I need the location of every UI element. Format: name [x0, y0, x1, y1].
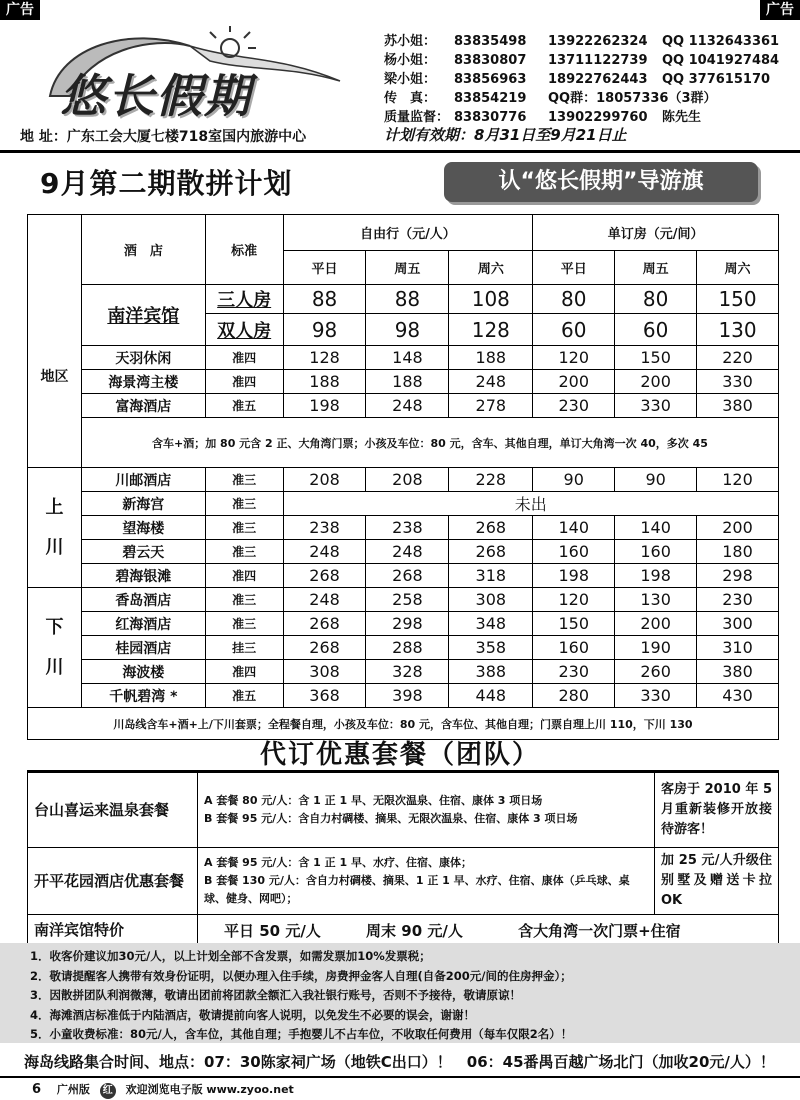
- header-day: 周五: [615, 251, 697, 285]
- package-option-a: A 套餐 95 元/人：含 1 正 1 早、水疗、住宿、康体；: [204, 856, 472, 869]
- package-table: [27, 770, 779, 946]
- price-cell: 268: [283, 636, 366, 660]
- region-label-shangchuan: [28, 468, 82, 588]
- page-number: 6: [32, 1082, 42, 1097]
- hotel-name: 新海宫: [81, 492, 205, 516]
- price-cell: 238: [283, 516, 366, 540]
- price-cell: 268: [449, 516, 533, 540]
- price-cell: 188: [283, 370, 366, 394]
- footer: [0, 1080, 800, 1100]
- price-cell: 268: [283, 612, 366, 636]
- hotel-standard: 准三: [205, 516, 283, 540]
- contact-extra: QQ 377615170: [662, 72, 771, 87]
- price-cell: 108: [449, 285, 533, 314]
- price-cell: 200: [615, 370, 697, 394]
- price-cell: 120: [533, 346, 615, 370]
- header-day: 周六: [449, 251, 533, 285]
- hotel-standard: 准五: [205, 394, 283, 418]
- price-includes: 含大角湾一次门票+住宿: [518, 921, 681, 940]
- hotel-standard: 准三: [205, 588, 283, 612]
- price-cell: 260: [615, 660, 697, 684]
- price-cell: 128: [283, 346, 366, 370]
- price-cell: 358: [449, 636, 533, 660]
- price-cell: 188: [449, 346, 533, 370]
- contact-list: [384, 32, 779, 127]
- package-side-note: 加 25 元/人升级住别墅及赠送卡拉 OK: [655, 848, 779, 915]
- hotel-name: 桂园酒店: [81, 636, 205, 660]
- price-cell: 180: [697, 540, 779, 564]
- price-cell: 268: [283, 564, 366, 588]
- price-cell: 248: [283, 540, 366, 564]
- contact-mobile[interactable]: 13922262324: [548, 34, 648, 49]
- price-cell: 238: [366, 516, 449, 540]
- flag-banner: 认“悠长假期”导游旗: [444, 162, 758, 202]
- region-note: 含车+酒；加 80 元含 2 正、大角湾门票；小孩及车位：80 元，含车、其他自理，单订大角湾一次 40，多次 45: [81, 418, 778, 468]
- price-cell: 60: [533, 314, 615, 346]
- notes-box: [0, 943, 800, 1043]
- price-cell: 278: [449, 394, 533, 418]
- region-label-xiachuan: [28, 588, 82, 708]
- package-detail: [198, 848, 655, 915]
- price-cell: 330: [697, 370, 779, 394]
- header-standard: 标准: [205, 215, 283, 285]
- ad-tag-left: 广告: [0, 0, 40, 20]
- hotel-standard: 准三: [205, 468, 283, 492]
- contact-mobile: QQ群：18057336（3群）: [548, 91, 717, 106]
- price-cell: 190: [615, 636, 697, 660]
- header-day: 周五: [366, 251, 449, 285]
- price-cell: 330: [615, 394, 697, 418]
- divider: [0, 150, 800, 153]
- price-cell: 248: [366, 540, 449, 564]
- price-cell: 198: [533, 564, 615, 588]
- price-cell: 248: [283, 588, 366, 612]
- price-cell: 200: [533, 370, 615, 394]
- note-item: 3．因散拼团队利润微薄，敬请出团前将团款全额汇入我社银行账号，否则不予接待，敬请原谅！: [30, 988, 521, 1002]
- contact-extra: QQ 1041927484: [662, 53, 780, 68]
- price-cell: 298: [697, 564, 779, 588]
- price-cell: 328: [366, 660, 449, 684]
- hotel-name: 海波楼: [81, 660, 205, 684]
- contact-extra: QQ 1132643361: [662, 34, 780, 49]
- edition-badge-icon: 红: [100, 1083, 116, 1099]
- price-cell: 220: [697, 346, 779, 370]
- hotel-standard: 准四: [205, 370, 283, 394]
- price-cell: 88: [283, 285, 366, 314]
- hotel-standard: 准五: [205, 684, 283, 708]
- price-cell: 188: [366, 370, 449, 394]
- note-item: 4．海滩酒店标准低于内陆酒店，敬请提前向客人说明，以免发生不必要的误会，谢谢！: [30, 1007, 475, 1022]
- contact-row: [384, 89, 779, 108]
- price-cell: 120: [533, 588, 615, 612]
- price-cell: 98: [283, 314, 366, 346]
- price-cell: 298: [366, 612, 449, 636]
- price-cell: 198: [615, 564, 697, 588]
- logo-text: 悠长假期: [60, 69, 252, 123]
- price-cell: 130: [615, 588, 697, 612]
- price-cell: 160: [533, 540, 615, 564]
- contact-name: 苏小姐：: [384, 34, 437, 49]
- price-cell: 160: [533, 636, 615, 660]
- price-cell: 248: [366, 394, 449, 418]
- hotel-name: 川邮酒店: [81, 468, 205, 492]
- price-weekday: 平日 50 元/人: [224, 921, 321, 940]
- hotel-standard: 挂三: [205, 636, 283, 660]
- price-cell: 150: [697, 285, 779, 314]
- ad-tag-right: 广告: [760, 0, 800, 20]
- header-hotel: 酒 店: [81, 215, 205, 285]
- note-item: 2．敬请提醒客人携带有效身份证明，以便办理入住手续，房费押金客人自理(自备200元/间的住房押金）；: [30, 968, 572, 983]
- hotel-standard: 准三: [205, 492, 283, 516]
- price-cell: 368: [283, 684, 366, 708]
- price-cell: 308: [449, 588, 533, 612]
- contact-phone[interactable]: 83830776: [454, 110, 527, 125]
- price-cell: 200: [697, 516, 779, 540]
- hotel-name: 香岛酒店: [81, 588, 205, 612]
- contact-mobile[interactable]: 13711122739: [548, 53, 648, 68]
- price-cell: 430: [697, 684, 779, 708]
- price-cell: 130: [697, 314, 779, 346]
- contact-name: 梁小姐：: [384, 72, 437, 87]
- price-cell: 198: [283, 394, 366, 418]
- price-cell: 80: [533, 285, 615, 314]
- package-name: 开平花园酒店优惠套餐: [28, 848, 198, 915]
- price-cell: 80: [615, 285, 697, 314]
- region-label: 地区: [28, 285, 82, 468]
- meeting-info: 海岛线路集合时间、地点：07：30陈家祠广场（地铁C出口）！ 06：45番禺百越广场北门（加收20元/人）！: [0, 1048, 800, 1078]
- header: [0, 22, 800, 148]
- price-cell: 150: [615, 346, 697, 370]
- contact-name: 杨小姐：: [384, 53, 437, 68]
- price-cell: 300: [697, 612, 779, 636]
- package-name: 南洋宾馆特价: [28, 915, 198, 946]
- price-cell: 308: [283, 660, 366, 684]
- price-cell: 228: [449, 468, 533, 492]
- region-label-bottom: 川: [45, 656, 64, 678]
- header-group-free: 自由行（元/人）: [283, 215, 533, 251]
- price-cell: 230: [533, 660, 615, 684]
- validity-period: 计划有效期：8月31日至9月21日止: [384, 126, 627, 144]
- note-item: 5．小童收费标准：80元/人，含车位，其他自理；手抱婴儿不占车位，不收取任何费用（每车仅限2名）！: [30, 1027, 573, 1041]
- contact-extra: 陈先生: [662, 110, 702, 125]
- hotel-name: 南洋宾馆: [81, 285, 205, 346]
- hotel-name: 千帆碧湾 *: [81, 684, 205, 708]
- price-cell: 60: [615, 314, 697, 346]
- region-label-bottom: 川: [45, 536, 64, 558]
- contact-phone[interactable]: 83856963: [454, 72, 527, 87]
- hotel-name: 碧海银滩: [81, 564, 205, 588]
- contact-name: 质量监督：: [384, 110, 450, 125]
- package-side-note: 客房于 2010 年 5 月重新装修开放接待游客！: [655, 772, 779, 848]
- contact-mobile[interactable]: 18922762443: [548, 72, 648, 87]
- price-cell: 280: [533, 684, 615, 708]
- hotel-standard: 准四: [205, 346, 283, 370]
- region-label-top: 上: [45, 496, 64, 518]
- price-cell: 150: [533, 612, 615, 636]
- price-cell: 90: [615, 468, 697, 492]
- price-cell: 398: [366, 684, 449, 708]
- price-cell: 380: [697, 660, 779, 684]
- header-day: 平日: [283, 251, 366, 285]
- price-cell: 200: [615, 612, 697, 636]
- header-day: 周六: [697, 251, 779, 285]
- page-title: 9月第二期散拼计划: [40, 167, 293, 200]
- special-price: [198, 915, 779, 946]
- price-cell: 230: [697, 588, 779, 612]
- price-weekend: 周末 90 元/人: [366, 921, 463, 940]
- price-cell: 268: [366, 564, 449, 588]
- contact-row: [384, 70, 779, 89]
- contact-phone[interactable]: 83830807: [454, 53, 527, 68]
- contact-phone[interactable]: 83854219: [454, 91, 527, 106]
- price-cell: 380: [697, 394, 779, 418]
- price-cell: 90: [533, 468, 615, 492]
- hotel-name: 红海酒店: [81, 612, 205, 636]
- price-cell: 258: [366, 588, 449, 612]
- price-cell: 230: [533, 394, 615, 418]
- package-option-b: B 套餐 95 元/人：含自力村碉楼、摘果、无限次温泉、住宿、康体 3 项日场: [204, 812, 578, 825]
- price-cell: 388: [449, 660, 533, 684]
- hotel-name: 海景湾主楼: [81, 370, 205, 394]
- contact-name: 传 真：: [384, 91, 437, 106]
- price-cell: 160: [615, 540, 697, 564]
- price-cell: 288: [366, 636, 449, 660]
- note-item: 1．收客价建议加30元/人，以上计划全部不含发票，如需发票加10%发票税；: [30, 949, 431, 963]
- contact-phone[interactable]: 83835498: [454, 34, 527, 49]
- region-label-top: 下: [45, 616, 64, 638]
- hotel-standard: 准四: [205, 564, 283, 588]
- contact-row: [384, 32, 779, 51]
- price-cell: 208: [366, 468, 449, 492]
- chuandao-note: 川岛线含车+酒+上/下川套票；全程餐自理，小孩及车位：80 元，含车位、其他自理；门票自理上川 110，下川 130: [28, 708, 779, 740]
- price-cell: 268: [449, 540, 533, 564]
- price-cell: 348: [449, 612, 533, 636]
- package-title: 代订优惠套餐（团队）: [259, 740, 540, 770]
- room-type: 双人房: [205, 314, 283, 346]
- price-cell: 88: [366, 285, 449, 314]
- package-option-b: B 套餐 130 元/人：含自力村碉楼、摘果、1 正 1 早、水疗、住宿、康体（乒乓球、桌球、健身、网吧）；: [204, 874, 630, 905]
- price-cell: 140: [533, 516, 615, 540]
- hotel-name: 富海酒店: [81, 394, 205, 418]
- hotel-standard: 准四: [205, 660, 283, 684]
- price-cell: 140: [615, 516, 697, 540]
- price-cell: 120: [697, 468, 779, 492]
- footer-link[interactable]: 欢迎浏览电子版 www.zyoo.net: [125, 1083, 294, 1096]
- hotel-standard: 准三: [205, 540, 283, 564]
- hotel-standard: 准三: [205, 612, 283, 636]
- price-cell: 148: [366, 346, 449, 370]
- package-detail: [198, 772, 655, 848]
- price-cell: 448: [449, 684, 533, 708]
- hotel-name: 天羽休闲: [81, 346, 205, 370]
- price-cell: 248: [449, 370, 533, 394]
- price-cell: 128: [449, 314, 533, 346]
- hotel-name: 望海楼: [81, 516, 205, 540]
- contact-row: [384, 51, 779, 70]
- unavailable-cell: 未出: [283, 492, 778, 516]
- address: 地 址：广东工会大厦七楼718室国内旅游中心: [20, 129, 307, 145]
- price-cell: 318: [449, 564, 533, 588]
- price-table: [27, 214, 779, 740]
- price-cell: 98: [366, 314, 449, 346]
- edition-label: 广州版: [56, 1083, 90, 1096]
- header-day: 平日: [533, 251, 615, 285]
- package-option-a: A 套餐 80 元/人：含 1 正 1 早、无限次温泉、住宿、康体 3 项日场: [204, 794, 543, 807]
- header-room-only: 单订房（元/间）: [533, 215, 779, 251]
- room-type: 三人房: [205, 285, 283, 314]
- hotel-name: 碧云天: [81, 540, 205, 564]
- price-cell: 310: [697, 636, 779, 660]
- price-cell: 208: [283, 468, 366, 492]
- package-name: 台山喜运来温泉套餐: [28, 772, 198, 848]
- contact-mobile[interactable]: 13902299760: [548, 110, 648, 125]
- price-cell: 330: [615, 684, 697, 708]
